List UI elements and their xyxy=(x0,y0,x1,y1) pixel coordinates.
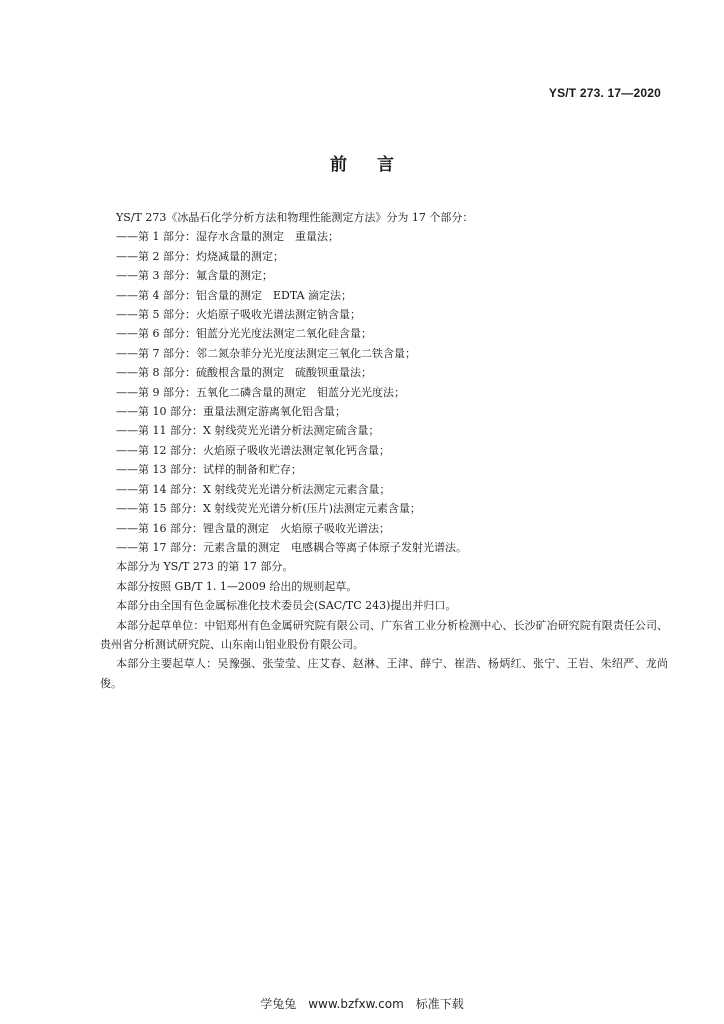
drafting-rules-paragraph: 本部分按照 GB/T 1. 1—2009 给出的规则起草。 xyxy=(116,579,358,593)
intro-paragraph: YS/T 273《冰晶石化学分析方法和物理性能测定方法》分为 17 个部分： xyxy=(116,211,474,224)
list-item: ——第 9 部分：五氧化二磷含量的测定 钼蓝分光光度法； xyxy=(116,385,405,399)
list-item: ——第 17 部分：元素含量的测定 电感耦合等离子体原子发射光谱法。 xyxy=(116,540,467,554)
list-item: ——第 15 部分：X 射线荧光光谱分析(压片)法测定元素含量； xyxy=(116,502,421,516)
list-item: ——第 8 部分：硫酸根含量的测定 硫酸钡重量法； xyxy=(116,366,372,380)
document-body xyxy=(100,208,668,693)
list-item: ——第 10 部分：重量法测定游离氧化铝含量； xyxy=(116,405,346,419)
list-item: ——第 3 部分：氟含量的测定； xyxy=(116,269,273,283)
list-item: ——第 13 部分：试样的制备和贮存； xyxy=(116,463,302,477)
footer-watermark: 学兔兔 www.bzfxw.com 标准下载 xyxy=(260,997,464,1011)
scope-paragraph: 本部分为 YS/T 273 的第 17 部分。 xyxy=(116,560,294,574)
page-title: 前言 xyxy=(330,155,424,175)
drafters-paragraph: 本部分主要起草人：吴豫强、张莹莹、庄艾春、赵淋、王津、薛宁、崔浩、杨炳红、张宁、王岩、朱绍严、龙尚俊。 xyxy=(100,657,668,690)
list-item: ——第 12 部分：火焰原子吸收光谱法测定氧化钙含量； xyxy=(116,443,390,457)
list-item: ——第 4 部分：铝含量的测定 EDTA 滴定法； xyxy=(116,288,353,302)
list-item: ——第 7 部分：邻二氮杂菲分光光度法测定三氧化二铁含量； xyxy=(116,346,416,360)
committee-paragraph: 本部分由全国有色金属标准化技术委员会(SAC/TC 243)提出并归口。 xyxy=(116,599,457,613)
standard-code: YS/T 273. 17—2020 xyxy=(548,86,661,100)
list-item: ——第 5 部分：火焰原子吸收光谱法测定钠含量； xyxy=(116,308,361,322)
list-item: ——第 2 部分：灼烧减量的测定； xyxy=(116,249,284,263)
list-item: ——第 1 部分：湿存水含量的测定 重量法； xyxy=(116,230,339,244)
list-item: ——第 14 部分：X 射线荧光光谱分析法测定元素含量； xyxy=(116,482,391,496)
parts-list xyxy=(100,227,668,557)
list-item: ——第 16 部分：锂含量的测定 火焰原子吸收光谱法； xyxy=(116,521,390,535)
list-item: ——第 6 部分：钼蓝分光光度法测定二氧化硅含量； xyxy=(116,327,372,341)
drafting-units-paragraph: 本部分起草单位：中铝郑州有色金属研究院有限公司、广东省工业分析检测中心、长沙矿冶研究院有限责任公司、贵州省分析测试研究院、山东南山铝业股份有限公司。 xyxy=(100,618,668,651)
list-item: ——第 11 部分：X 射线荧光光谱分析法测定硫含量； xyxy=(116,424,380,438)
